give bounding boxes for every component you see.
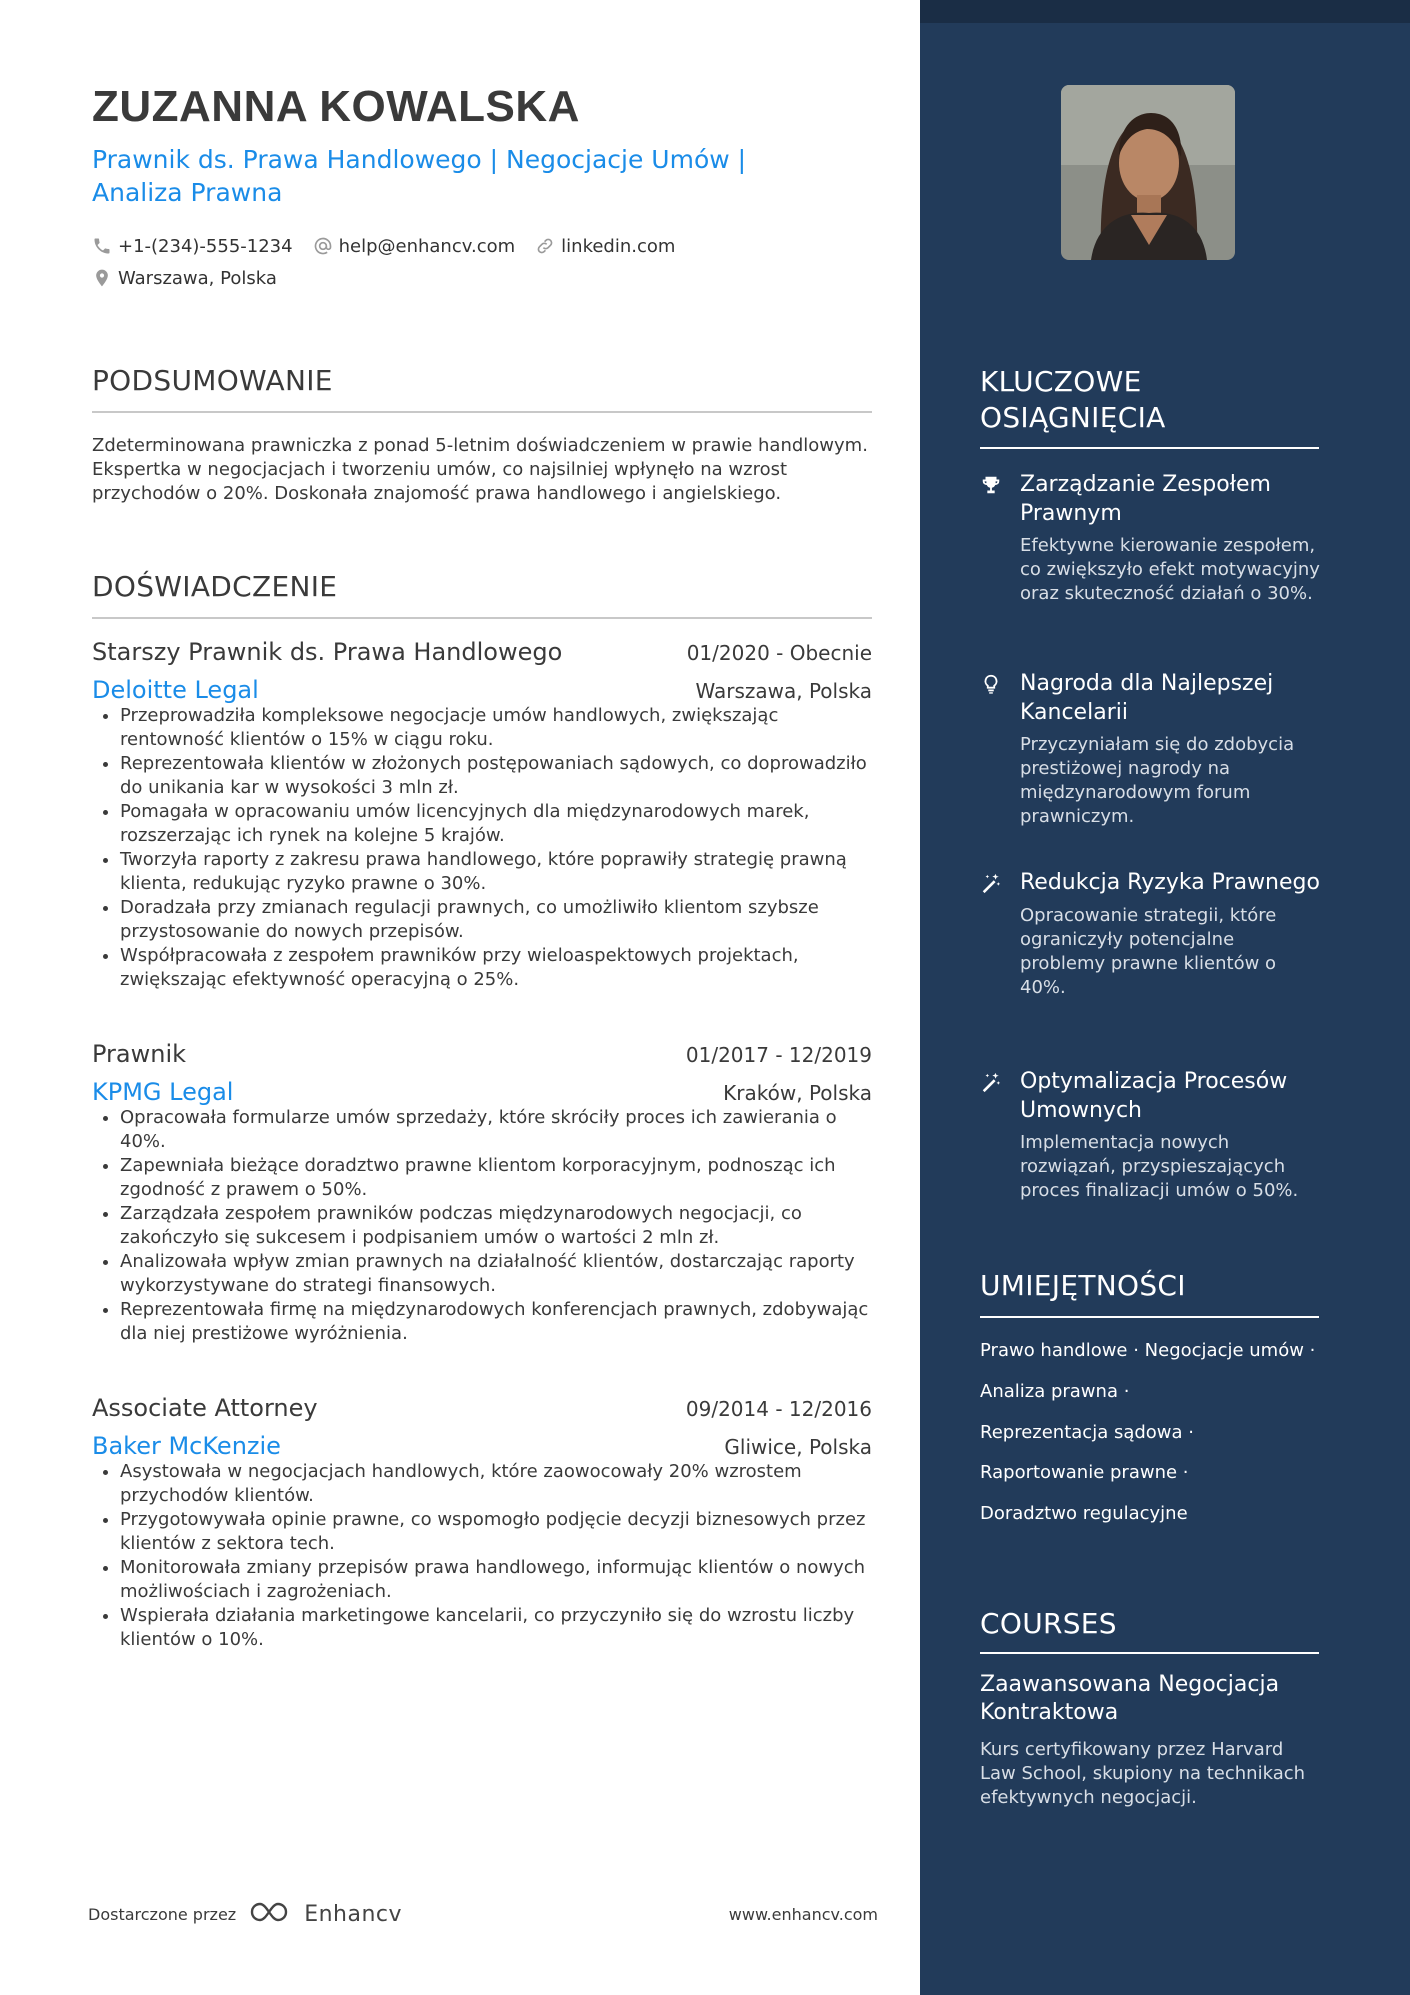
magic-wand-icon <box>980 1071 1002 1125</box>
skill-line: Doradztwo regulacyjne <box>980 1503 1188 1524</box>
bullet-item: • Wspierała działania marketingowe kancelarii, co przyczyniło się do wzrostu liczby klientów o 10%. <box>120 1604 872 1652</box>
phone-text[interactable]: +1-(234)-555-1234 <box>118 235 293 257</box>
bullet-item: • Analizowała wpływ zmian prawnych na działalność klientów, dostarczając raporty wykorzystywane do strategi finansowych. <box>120 1250 872 1298</box>
achievement-desc: Opracowanie strategii, które ograniczyły potencjalne problemy prawne klientów o 40%. <box>1020 905 1277 998</box>
bullet-item: • Opracowała formularze umów sprzedaży, które skróciły proces ich zawierania o 40%. <box>120 1106 872 1154</box>
achievement-title: Zarządzanie Zespołem Prawnym <box>1020 472 1271 526</box>
location-item <box>92 268 277 289</box>
skill-line: Analiza prawna · <box>980 1381 1130 1402</box>
achievements-title-line-1: KLUCZOWE <box>980 365 1142 398</box>
skill-line: Raportowanie prawne · <box>980 1462 1189 1483</box>
bullet-item: • Zapewniała bieżące doradztwo prawne klientom korporacyjnym, podnosząc ich zgodność z prawem o 50%. <box>120 1154 872 1202</box>
job-dates: 01/2020 - Obecnie <box>686 641 872 665</box>
link-icon <box>535 236 555 256</box>
achievement-item <box>980 1067 1320 1203</box>
courses-title: COURSES <box>980 1607 1117 1640</box>
powered-by <box>88 1900 402 1928</box>
achievements-title-line-2: OSIĄGNIĘCIA <box>980 401 1166 434</box>
phone-icon <box>92 236 112 256</box>
course-title: Zaawansowana Negocjacja Kontraktowa <box>980 1672 1280 1725</box>
achievements-divider <box>980 447 1319 449</box>
bullet-item: • Reprezentowała klientów w złożonych postępowaniach sądowych, co doprowadziło do unikania kar w wysokości 3 mln zł. <box>120 752 872 800</box>
bullet-item: • Reprezentowała firmę na międzynarodowych konferencjach prawnych, zdobywając dla niej prestiżowe wyróżnienia. <box>120 1298 872 1346</box>
company-name: KPMG Legal <box>92 1078 234 1106</box>
bullet-item: • Tworzyła raporty z zakresu prawa handlowego, które poprawiły strategię prawną klienta, redukując ryzyko prawne o 30%. <box>120 848 872 896</box>
summary-text: Zdeterminowana prawniczka z ponad 5-letnim doświadczeniem w prawie handlowym. Ekspertka w negocjacjach i tworzeniu umów, co najsilniej wpłynęło na wzrost przychodów o 20%. Doskonała znajomość prawa handlowego i angielskiego. <box>92 435 868 504</box>
company-name: Deloitte Legal <box>92 676 259 704</box>
powered-by-text: Dostarczone przez <box>88 1904 237 1924</box>
summary-divider <box>92 411 872 413</box>
experience-divider <box>92 617 872 619</box>
courses-divider <box>980 1652 1319 1654</box>
course-desc: Kurs certyfikowany przez Harvard Law School, skupiony na technikach efektywnych negocjacji. <box>980 1739 1306 1808</box>
job-entry <box>92 1040 872 1346</box>
bullet-item: • Zarządzała zespołem prawników podczas międzynarodowych negocjacji, co zakończyło się sukcesem i podpisaniem umów o wartości 2 mln zł. <box>120 1202 872 1250</box>
bullet-item: • Asystowała w negocjacjach handlowych, które zaowocowały 20% wzrostem przychodów klientów. <box>120 1460 872 1508</box>
job-title: Associate Attorney <box>92 1394 318 1422</box>
job-dates: 01/2017 - 12/2019 <box>685 1043 872 1067</box>
job-location: Gliwice, Polska <box>724 1435 872 1459</box>
headline-line-2: Analiza Prawna <box>92 178 283 207</box>
contact-info <box>92 230 872 294</box>
candidate-name: ZUZANNA KOWALSKA <box>92 82 580 131</box>
profile-photo <box>1061 85 1235 260</box>
achievement-title: Optymalizacja Procesów Umownych <box>1020 1069 1288 1123</box>
bullet-item: • Doradzała przy zmianach regulacji prawnych, co umożliwiło klientom szybsze przystosowanie do nowych przepisów. <box>120 896 872 944</box>
bullet-item: • Przygotowywała opinie prawne, co wspomogło podjęcie decyzji biznesowych przez klientów z sektora tech. <box>120 1508 872 1556</box>
brand-name: Enhancv <box>304 1901 403 1927</box>
skill-line: Prawo handlowe · Negocjacje umów · <box>980 1340 1316 1361</box>
skills-divider <box>980 1316 1319 1318</box>
job-entry <box>92 1394 872 1652</box>
linkedin-text[interactable]: linkedin.com <box>561 235 676 257</box>
email-text[interactable]: help@enhancv.com <box>338 235 516 257</box>
job-location: Kraków, Polska <box>723 1081 872 1105</box>
bullet-item: • Współpracowała z zespołem prawników przy wieloaspektowych projektach, zwiększając efektywność operacyjną o 25%. <box>120 944 872 992</box>
sidebar-top-bar <box>920 0 1410 23</box>
lightbulb-icon <box>980 673 1002 727</box>
headline <box>92 143 792 209</box>
job-dates: 09/2014 - 12/2016 <box>685 1397 872 1421</box>
job-location: Warszawa, Polska <box>695 679 872 703</box>
achievement-desc: Implementacja nowych rozwiązań, przyspieszających proces finalizacji umów o 50%. <box>1020 1132 1299 1201</box>
trophy-icon <box>980 474 1002 528</box>
summary-title: PODSUMOWANIE <box>92 364 333 397</box>
headline-line-1: Prawnik ds. Prawa Handlowego | Negocjacje Umów | <box>92 145 747 174</box>
magic-wand-icon <box>980 872 1002 898</box>
achievement-desc: Efektywne kierowanie zespołem, co zwiększyło efekt motywacyjny oraz skuteczność działań o 30%. <box>1020 535 1320 604</box>
location-pin-icon <box>92 268 112 288</box>
job-bullets <box>92 1106 872 1346</box>
achievement-item <box>980 470 1320 606</box>
job-title: Prawnik <box>92 1040 187 1068</box>
achievements-title <box>980 364 1166 436</box>
skill-line: Reprezentacja sądowa · <box>980 1422 1194 1443</box>
footer-url[interactable]: www.enhancv.com <box>728 1904 878 1924</box>
achievement-title: Redukcja Ryzyka Prawnego <box>1020 870 1320 895</box>
achievement-item <box>980 669 1320 829</box>
bullet-item: • Przeprowadziła kompleksowe negocjacje umów handlowych, zwiększając rentowność klientów o 15% w ciągu roku. <box>120 704 872 752</box>
achievement-desc: Przyczyniałam się do zdobycia prestiżowej nagrody na międzynarodowym forum prawniczym. <box>1020 734 1295 827</box>
bullet-item: • Monitorowała zmiany przepisów prawa handlowego, informując klientów o nowych możliwościach i zagrożeniach. <box>120 1556 872 1604</box>
achievement-item <box>980 868 1320 1000</box>
job-bullets <box>92 1460 872 1652</box>
at-icon <box>313 236 333 256</box>
footer <box>88 1900 878 1928</box>
email-item <box>313 236 516 257</box>
skills-title: UMIEJĘTNOŚCI <box>980 1269 1186 1302</box>
company-name: Baker McKenzie <box>92 1432 281 1460</box>
job-bullets <box>92 704 872 992</box>
linkedin-item <box>535 236 675 257</box>
job-title: Starszy Prawnik ds. Prawa Handlowego <box>92 638 563 666</box>
location-text: Warszawa, Polska <box>118 267 277 289</box>
bullet-item: • Pomagała w opracowaniu umów licencyjnych dla międzynarodowych marek, rozszerzając ich rynek na kolejne 5 krajów. <box>120 800 872 848</box>
experience-title: DOŚWIADCZENIE <box>92 570 338 603</box>
enhancv-logo-icon <box>248 1900 294 1928</box>
achievement-title: Nagroda dla Najlepszej Kancelarii <box>1020 671 1274 725</box>
phone-item <box>92 236 293 257</box>
job-entry <box>92 638 872 992</box>
